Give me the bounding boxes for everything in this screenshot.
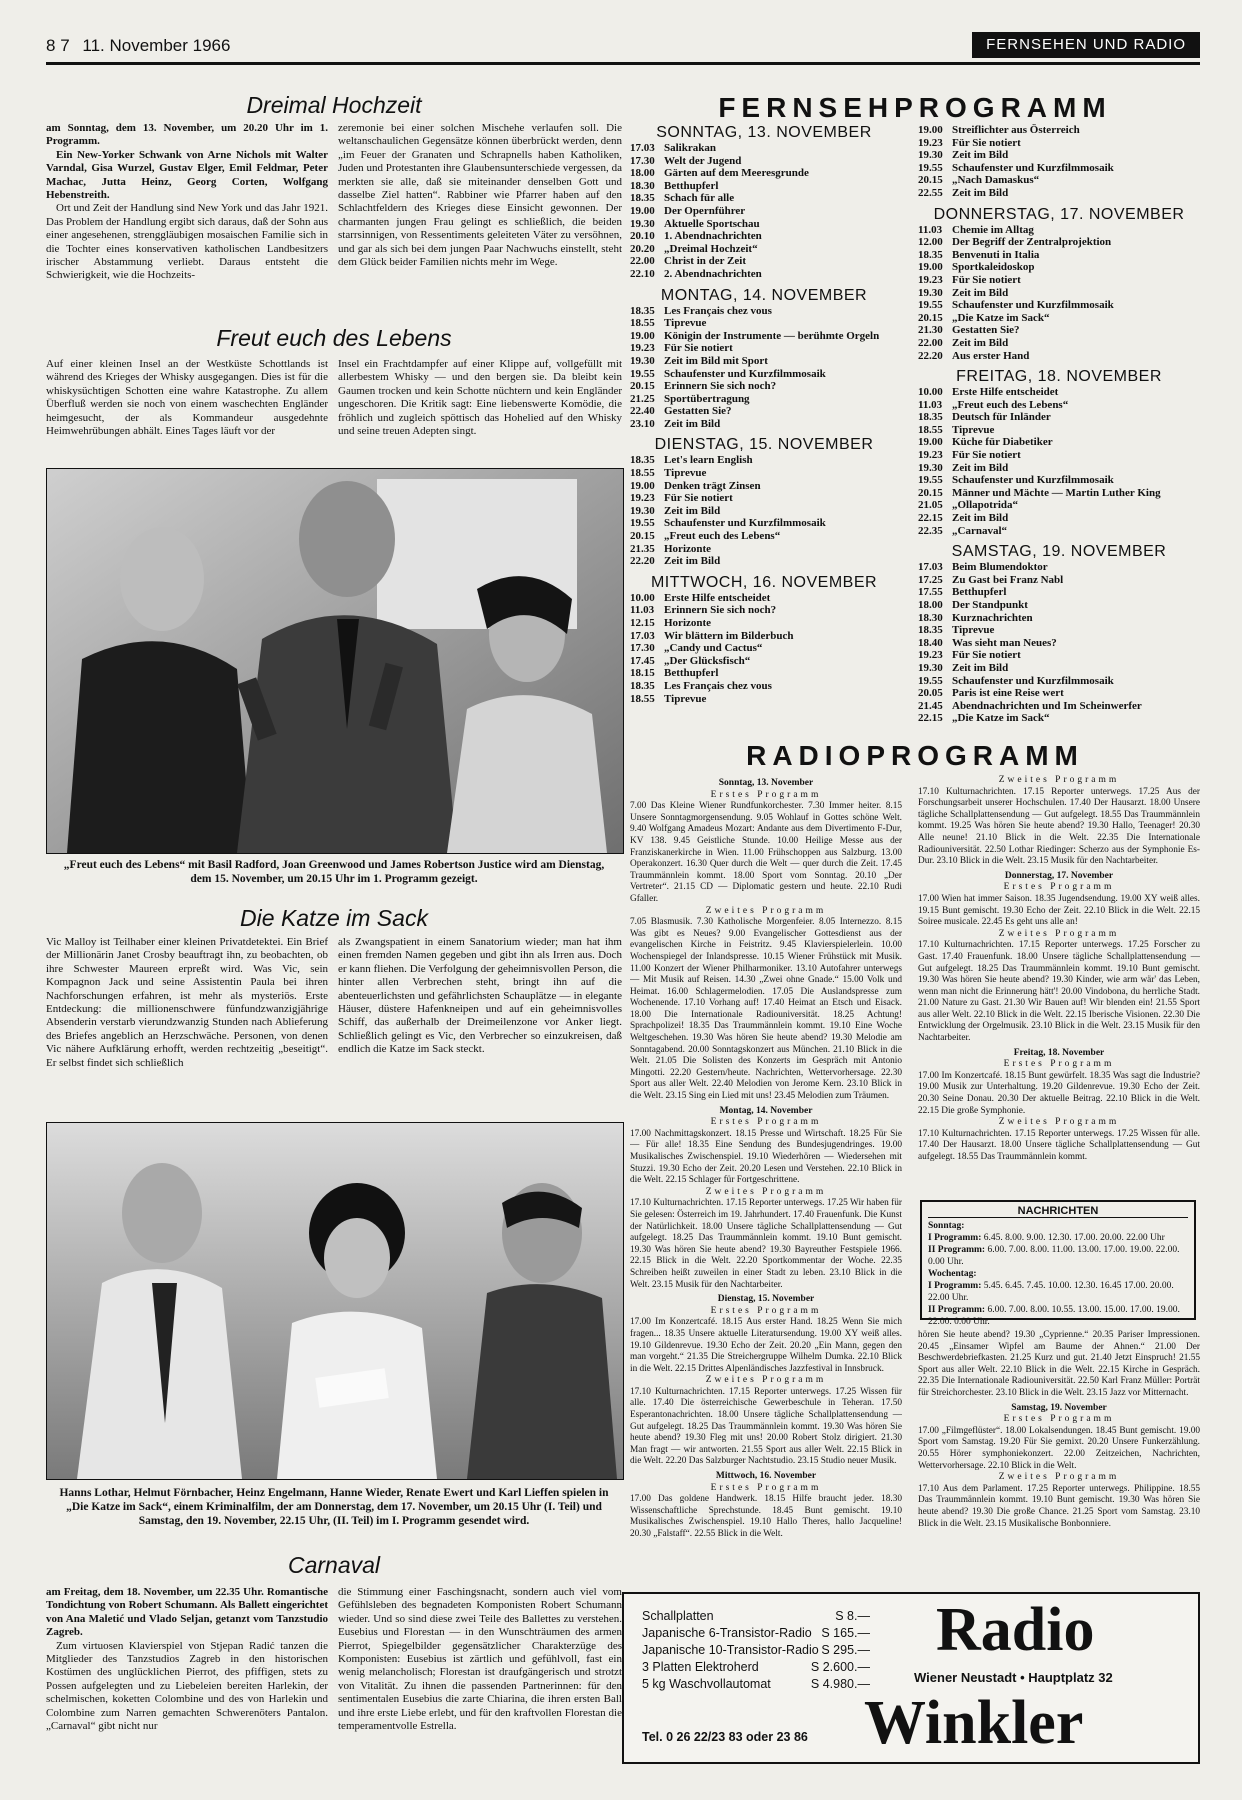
tv-day-monday — [630, 287, 898, 431]
article-title-dreimal-hochzeit: Dreimal Hochzeit — [246, 92, 422, 118]
tv-day-heading: MONTAG, 14. NOVEMBER — [660, 286, 868, 304]
news-row: II Programm: 6.00. 7.00. 8.00. 11.00. 13.00. 17.00. 19.00. 22.00. 0.00 Uhr. — [928, 1245, 1180, 1267]
tv-item: 23.10 Zeit im Bild — [630, 417, 721, 430]
article-paragraph: die Stimmung einer Faschingsnacht, sondern auch viel vom Gefühlsleben des begnadeten Komponisten Robert Schumann wieder. Und so sind diese zwei Teile des Ballettes zu verstehen. Eusebius und Florestan — in den Wunschträumen des armen Pierrot, Spiegelbilder gegensätzlicher Charakterzüge des Komponisten: Eusebius ist zärtlich und gefühlvoll, fast ein wenig melancholisch; Florestan ist draufgängerisch und strotzt von Vitalität. Zu ihnen die passenden Partnerinnen: für den sentimentalen Eusebius die zarte Chiarina, die ihren ersten Ball und ihre erste Liebe erlebt, und für den kraftvollen Florestan die temperamentvolle Estrella. — [338, 1586, 622, 1733]
article-paragraph: Insel ein Frachtdampfer auf einer Klippe auf, vollgefüllt mit allerbestem Whisky — und den bergen sie. Da bleibt kein Gaumen trocken und kein Schotte nüchtern und kein Engländer ungeschoren. Die Kritik sagt: Eine liebenswerte Komödie, die fröhlich und zugleich spöttisch das Hohelied auf den Whisky und seine treuen Adepten singt. — [338, 358, 622, 438]
article-column-3b — [338, 936, 622, 1114]
article-lead: am Sonntag, dem 13. November, um 20.20 Uhr im 1. Programm. — [46, 122, 328, 148]
tv-item: 18.35 Schach für alle — [630, 192, 735, 205]
tv-day-heading: SAMSTAG, 19. NOVEMBER — [951, 543, 1167, 561]
radio-block: Zweites Programm 7.05 Blasmusik. 7.30 Katholische Morgenfeier. 8.05 Internezzo. 8.15 Was gibt es Neues? 9.00 Evangelischer Gottesdienst aus der evangelischen Kirche in Feistritz. 9.45 Klavierspielerlein. 10.00 Wochenspiegel der Inlandspresse. 10.15 Wiener Frühstück mit Musik. 11.00 Konzert der Wiener Philharmoniker. 13.10 Autofahrer unterwegs — Mit Musik auf Reisen. 14.30 „Zwei ohne Gnade.“ 15.00 Volk und Heimat. 16.00 Schlagermelodien. 17.05 Die Auslandspresse zum Wochenende. 17.10 Vorhang auf! 17.40 Heimat an Etsch und Eisack. 18.00 Die Internationale Radiouniversität. 18.25 Achtung! Sprachpolizei! 18.35 Das Traummännlein kommt. 19.10 Eine Woche Weltgeschehen. 19.30 Was hören Sie heute abend? 19.30 Melodie am Sonntagabend. 20.00 Sonntagskonzert aus München. 21.10 Blick in die Welt. 21.05 Die Solisten des Konzerts im Gespräch mit Antonio Mingotti. 22.20 Gestern/heute. Nachrichten, Wettervorhersage. 22.30 Sport aus aller Welt. 22.40 Melodien von Jerome Kern. 23.10 Blick in die Welt. 23.15 Sing ein Lied mit uns! 23.45 Melodien zum Träumen. — [630, 905, 902, 1102]
tv-item: 18.40 Was sieht man Neues? — [918, 636, 1057, 649]
tv-item: 12.00 Der Begriff der Zentralprojektion — [918, 236, 1112, 249]
tv-item: 19.23 Für Sie notiert — [630, 342, 733, 355]
tv-item: 18.55 Tiprevue — [630, 467, 707, 480]
tv-listing — [630, 454, 898, 567]
tv-listing — [630, 305, 898, 431]
photo-katze-im-sack — [46, 1122, 624, 1480]
tv-item: 19.30 Zeit im Bild — [918, 149, 1009, 162]
issue-date: 11. November 1966 — [82, 36, 231, 55]
tv-item: 10.00 Erste Hilfe entscheidet — [918, 386, 1059, 399]
tv-item: 20.15 Männer und Mächte — Martin Luther King — [918, 486, 1161, 499]
tv-item: 18.00 Der Standpunkt — [918, 599, 1028, 611]
radio-block: Mittwoch, 16. November Erstes Programm 17.00 Das goldene Handwerk. 18.15 Hilfe braucht jeder. 18.30 Wissenschaftliche Sprechstunde. 18.45 Bunt gemischt. 19.10 Musikalisches Zwischenspiel. 19.10 Hallo Theres, hallo Jacqueline! 20.30 „Falstaff“. 22.55 Blick in die Welt. — [630, 1471, 902, 1539]
tv-item: 17.30 Welt der Jugend — [630, 154, 742, 167]
tv-item: 17.55 Betthupferl — [918, 586, 1007, 599]
tv-item: 22.00 Christ in der Zeit — [630, 255, 746, 268]
tv-column-right — [918, 124, 1200, 725]
radio-program-title: RADIOPROGRAMM — [746, 740, 1084, 771]
tv-item: 19.30 Zeit im Bild mit Sport — [630, 354, 768, 367]
article-title-carnaval: Carnaval — [287, 1552, 381, 1578]
tv-item: 19.23 Für Sie notiert — [630, 492, 733, 505]
news-row: I Programm: 6.45. 8.00. 9.00. 12.30. 17.00. 20.00. 22.00 Uhr — [928, 1233, 1165, 1243]
tv-item: 22.10 2. Abendnachrichten — [630, 267, 762, 280]
tv-item: 21.25 Sportübertragung — [630, 392, 750, 405]
tv-item: 17.25 Zu Gast bei Franz Nabl — [918, 573, 1064, 586]
tv-item: 19.30 Zeit im Bild — [630, 504, 721, 517]
tv-item: 18.35 Tiprevue — [918, 624, 995, 637]
header-rule — [46, 62, 1200, 65]
ad-price-row: 5 kg Waschvollautomat S 4.980.— — [642, 1677, 870, 1691]
tv-item: 22.40 Gestatten Sie? — [630, 405, 732, 418]
tv-item: 21.05 „Ollapotrida“ — [918, 499, 1019, 512]
article-column-4b — [338, 1586, 622, 1770]
tv-day-tuesday — [630, 436, 898, 567]
tv-item: 19.00 Streiflichter aus Österreich — [918, 124, 1080, 136]
ad-price-row: 3 Platten Elektroherd S 2.600.— — [642, 1660, 870, 1674]
article-paragraph: Zum virtuosen Klavierspiel von Stjepan Radić tanzen die Mitglieder des Tanzstudios Zagreb in den historischen Kostümen des unglücklichen Pierrot, des pfiffigen, stets zu Possen aufgelegten und zu Liebeleien bereiten Harlekin, der schelmischen, koketten Colombine und des von Harlekin und Colombine zum Narren gemachten Schwerenöters Pantalon. „Carnaval“ gibt nicht nur — [46, 1639, 328, 1733]
radio-column-right — [918, 775, 1200, 1185]
ad-brand-winkler: Winkler — [864, 1689, 1084, 1757]
article-paragraph: Auf einer kleinen Insel an der Westküste Schottlands ist während des Krieges der Whisky ausgegangen. Dies ist für die whiskysüchtigen Schotten eine wahre Katastrophe. Zu allem Überfluß werden sie noch von einem waschechten Engländer heimgesucht, der als Kommandeur ausgedehnte Heimwehrübungen abhält. Eines Tages läuft vor der — [46, 358, 328, 438]
article-title-katze-im-sack: Die Katze im Sack — [240, 905, 428, 931]
radio-block: Zweites Programm 17.10 Kulturnachrichten. 17.15 Reporter unterwegs. 17.25 Wissen für alle. 17.40 Die österreichische Gewerbeschule in Teheran. 17.50 Esperantonachrichten. 18.00 Unsere tägliche Schallplattensendung — Gut aufgelegt. 18.25 Das Traummännlein kommt. 19.30 Was hören Sie heute abend? 19.30 Fleg mit uns! 20.00 Robert Stolz dirigiert. 21.30 Man fragt — wir antworten. 21.55 Sport aus aller Welt. 22.15 Blick in die Welt. 22.20 Das Salzburger Nachtstudio. 23.15 Studio neuer Musik. — [630, 1375, 902, 1467]
ad-address: Wiener Neustadt • Hauptplatz 32 — [914, 1670, 1113, 1685]
tv-item: 18.35 Deutsch für Inländer — [918, 411, 1051, 424]
tv-item: 18.55 Tiprevue — [918, 423, 995, 436]
tv-day-heading: DIENSTAG, 15. NOVEMBER — [654, 436, 874, 454]
tv-day-thursday — [918, 206, 1200, 363]
article-column-4a — [46, 1586, 328, 1770]
tv-item: 21.45 Abendnachrichten und Im Scheinwerfer — [918, 699, 1142, 712]
page-number-right: 7 — [60, 36, 70, 55]
tv-day-heading: MITTWOCH, 16. NOVEMBER — [650, 573, 878, 591]
tv-item: 21.35 Horizonte — [630, 542, 712, 555]
tv-listing — [918, 561, 1200, 725]
tv-item: 19.55 Schaufenster und Kurzfilmmosaik — [918, 161, 1114, 174]
article-paragraph: Vic Malloy ist Teilhaber einer kleinen Privatdetektei. Ein Brief der Millionärin Janet Crosby beauftragt ihn, zu beobachten, ob ihre Schwester Maureen erpreßt wird. Was Vic, sein Kompagnon Jack und seine Assistentin Paula bei ihren Nachforschungen erfahren, ist mehr als mysteriös. Erste Entdeckung: die millionenschwere fünfundzwanzigjährige Absenderin verstarb vierundzwanzig Stunden nach Ablieferung des Briefes angeblich an Herzschwäche. Personen, von denen Vic nähere Aufklärung erhofft, werden rechtzeitig „beseitigt“. Er selbst findet sich schließlich — [46, 936, 328, 1069]
advertisement-radio-winkler — [622, 1592, 1200, 1764]
photo-caption: „Freut euch des Lebens“ mit Basil Radford, Joan Greenwood und James Robertson Justice wird am Dienstag, dem 15. November, um 20.15 Uhr im 1. Programm gezeigt. — [63, 859, 605, 885]
tv-item: 19.23 Für Sie notiert — [918, 136, 1021, 149]
radio-block: hören Sie heute abend? 19.30 „Cyprienne.“ 20.35 Pariser Impressionen. 20.45 „Einsamer Wipfel am Baume der Ahnen.“ 21.00 Der Beschwerdebriefkasten. 21.25 Kurz und gut. 21.40 Jetzt Einspruch! 21.55 Sport aus aller Welt. 22.10 Blick in die Welt. 22.15 Kirche in Gespräch. 22.35 Die Internationale Radiouniversität. 22.50 Karl Franz Müller: Porträt für Streichorchester. 23.10 Blick in die Welt. 23.15 Jazz vor Mitternacht. — [918, 1330, 1200, 1398]
tv-item: 19.00 Der Opernführer — [630, 204, 746, 217]
tv-listing — [630, 142, 898, 281]
news-row: Wochentag: — [928, 1269, 977, 1279]
section-tag: FERNSEHEN UND RADIO — [972, 32, 1200, 58]
tv-item: 19.55 Schaufenster und Kurzfilmmosaik — [630, 517, 826, 530]
radio-block: Zweites Programm 17.10 Kulturnachrichten. 17.15 Reporter unterwegs. 17.25 Forscher zu Gast. 17.40 Frauenfunk. 18.00 Unsere tägliche Schallplattensendung — Gut aufgelegt. 18.25 Das Traummännlein kommt. 19.10 Bunt gemischt. 19.30 Was hören Sie heute abend? 19.30 Kinder, wie arm wär' das Leben, wenn man nicht die Erinnerung hätt'! 20.00 Vindobona, du herrliche Stadt. 21.00 Nature zu Gast. 21.30 Wir Bauen auf! Wir blenden ein! 21.55 Sport aus aller Welt. 22.10 Blick in die Welt. 22.15 Iberische Visionen. 22.30 Die Entwicklung der Orgelmusik. 23.10 Blick in die Welt. 23.15 Musik für den Nachtarbeiter. — [918, 928, 1200, 1044]
radio-column-right-lower — [918, 1330, 1200, 1540]
tv-day-wednesday — [630, 574, 898, 705]
tv-item: 19.23 Für Sie notiert — [918, 273, 1021, 286]
tv-item: 20.20 „Dreimal Hochzeit“ — [630, 242, 758, 255]
tv-item: 20.15 „Freut euch des Lebens“ — [630, 530, 781, 543]
news-row: I Programm: 5.45. 6.45. 7.45. 10.00. 12.30. 16.45 17.00. 20.00. 22.00 Uhr. — [928, 1281, 1174, 1303]
news-row: II Programm: 6.00. 7.00. 8.00. 10.55. 13.00. 15.00. 17.00. 19.00. 22.00. 0.00 Uhr. — [928, 1305, 1180, 1327]
radio-block: Freitag, 18. November Erstes Programm 17.00 Im Konzertcafé. 18.15 Bunt gewürfelt. 18.35 Was sagt die Industrie? 19.00 Musik zur Unterhaltung. 19.20 Gildenrevue. 19.30 Echo der Zeit. 20.30 Seine Donau. 20.30 Der aktuelle Beitrag. 22.10 Blick in die Welt. 22.15 Die große Symphonie. — [918, 1047, 1200, 1116]
ad-price-row: Schallplatten S 8.— — [642, 1609, 870, 1623]
news-box-title: NACHRICHTEN — [928, 1205, 1188, 1218]
tv-item: 17.45 „Der Glücksfisch“ — [630, 654, 751, 667]
radio-block: Zweites Programm 17.10 Kulturnachrichten. 17.15 Reporter unterwegs. 17.25 Wir haben für Sie gelesen: Österreich im 19. Jahrhundert. 17.40 Frauenfunk. Die Kunst der Natürlichkeit. 18.00 Unsere tägliche Schallplattensendung — Gut aufgelegt. 18.25 Das Traummännlein kommt. 19.10 Bunt gemischt. 19.30 Was hören Sie heute abend? 19.30 Bayreuther Festspiele 1966. 22.15 Blick in die Welt. 22.20 Sportkommentar der Woche. 22.35 Schreiben heißt zuweilen in einer Stadt zu leben. 23.10 Blick in die Welt. 23.15 Musik für den Nachtarbeiter. — [630, 1186, 902, 1290]
ad-price-row: Japanische 6-Transistor-Radio S 165.— — [642, 1626, 870, 1640]
tv-item: 20.05 Paris ist eine Reise wert — [918, 687, 1064, 700]
tv-day-saturday — [918, 543, 1200, 725]
tv-day-heading: FREITAG, 18. NOVEMBER — [956, 368, 1162, 386]
tv-item: 20.15 „Nach Damaskus“ — [918, 174, 1040, 187]
ad-price-list — [642, 1608, 870, 1693]
tv-item: 22.35 „Carnaval“ — [918, 524, 1007, 537]
tv-item: 22.20 Aus erster Hand — [918, 349, 1030, 362]
tv-item: 19.00 Sportkaleidoskop — [918, 261, 1035, 274]
tv-item: 18.35 Les Français chez vous — [630, 679, 772, 692]
tv-listing — [630, 592, 898, 705]
tv-item: 21.30 Gestatten Sie? — [918, 324, 1020, 337]
page-folio — [46, 36, 230, 56]
news-row: Sonntag: — [928, 1221, 965, 1231]
tv-item: 18.35 Let's learn English — [630, 454, 753, 467]
tv-day-heading: SONNTAG, 13. NOVEMBER — [656, 124, 872, 141]
tv-item: 18.55 Tiprevue — [630, 317, 707, 330]
tv-listing — [918, 224, 1200, 363]
tv-item: 17.30 „Candy und Cactus“ — [630, 642, 763, 655]
tv-item: 22.15 Zeit im Bild — [918, 512, 1009, 525]
tv-item: 19.55 Schaufenster und Kurzfilmmosaik — [918, 474, 1114, 487]
tv-listing — [918, 124, 1200, 200]
radio-block: Sonntag, 13. November Erstes Programm 7.00 Das Kleine Wiener Rundfunkorchester. 7.30 Immer heiter. 8.15 Unsere Sonntagmorgensendung. 9.05 Wohlauf in Gottes schöne Welt. 9.40 Wolfgang Amadeus Mozart: Andante aus dem Divertimento F-Dur, KV 138. 9.45 Geistliche Stunde. 10.00 Heilige Messe aus der Franziskanerkirche in Wien. 11.00 Frühschoppen aus Salzburg. 13.00 Operakonzert. 16.30 Quer durch die Welt — quer durch die Zeit. 17.45 Traummännlein kommt. 18.00 Sport vom Sonntag. 20.10 „Der Vertreter“. 21.15 CD — Diplomatic gestern und heute. 22.10 Rudi Gfaller. — [630, 778, 902, 904]
tv-item: 19.55 Schaufenster und Kurzfilmmosaik — [630, 367, 826, 380]
tv-item: 18.00 Gärten auf dem Meeresgrunde — [630, 167, 809, 180]
article-column-3a — [46, 936, 328, 1114]
news-box — [920, 1200, 1196, 1327]
tv-item: 19.23 Für Sie notiert — [918, 649, 1021, 662]
ad-price-row: Japanische 10-Transistor-Radio S 295.— — [642, 1643, 870, 1657]
radio-block: Donnerstag, 17. November Erstes Programm 17.00 Wien hat immer Saison. 18.35 Jugendsendung. 19.00 XY weiß alles. 19.15 Bunt gemischt. 19.30 Echo der Zeit. 22.10 Blick in die Welt. 22.15 Soiree musicale. 22.45 Es geht uns alle an! — [918, 870, 1200, 928]
article-cast: Ein New-Yorker Schwank von Arne Nichols mit Walter Varndal, Gisa Wurzel, Gustav Elger, Emil Feldmar, Peter Machac, Jutta Heinz, Georg Corten, Wolfgang Hebenstreith. — [46, 148, 328, 202]
tv-item: 19.55 Schaufenster und Kurzfilmmosaik — [918, 299, 1114, 312]
article-column-2a — [46, 358, 328, 460]
article-column-2b — [338, 358, 622, 460]
radio-block: Zweites Programm 17.10 Kulturnachrichten. 17.15 Reporter unterwegs. 17.25 Aus der Forschungsarbeit unserer Hochschulen. 17.40 Der Hausarzt. 18.00 Unsere tägliche Schallplattensendung — Gut aufgelegt. 18.55 Das Traummännlein kommt. 19.25 Was hören Sie heute abend? 19.30 Hallo, Teenager! 20.30 Alle neune! 21.10 Blick in die Welt. 22.35 Die Internationale Radiouniversität. 22.50 Lothar Riedinger: Scherzo aus der Symphonie Es-Dur. 23.10 Blick in die Welt. 23.15 Musik für den Nachtarbeiter. — [918, 775, 1200, 867]
article-title-freut-euch: Freut euch des Lebens — [216, 325, 452, 351]
tv-item: 10.00 Erste Hilfe entscheidet — [630, 591, 771, 604]
tv-day-wednesday-cont — [918, 124, 1200, 200]
photo-freut-euch-des-lebens — [46, 468, 624, 854]
tv-day-friday — [918, 368, 1200, 537]
tv-item: 18.35 Les Français chez vous — [630, 304, 772, 317]
radio-block: Zweites Programm 17.10 Kulturnachrichten. 17.15 Reporter unterwegs. 17.25 Wissen für alle. 17.40 Der Hausarzt. 18.00 Unsere tägliche Schallplattensendung — Gut aufgelegt. 18.55 Das Traummännlein kommt. — [918, 1117, 1200, 1162]
tv-item: 19.30 Aktuelle Sportschau — [630, 217, 760, 230]
radio-block: Samstag, 19. November Erstes Programm 17.00 „Filmgeflüster“. 18.00 Lokalsendungen. 18.45 Bunt gemischt. 19.00 Sport vom Samstag. 19.20 Für Sie gemixt. 20.20 Unsere Funkerzählung. 20.55 Hörer symphoniekonzert. 22.00 Zeitzeichen, Nachrichten, Wettervorhersage. 22.10 Blick in die Welt. — [918, 1402, 1200, 1471]
article-lead: am Freitag, dem 18. November, um 22.35 Uhr. Romantische Tondichtung von Robert Schumann. Als Ballett eingerichtet von Ana Maletić und Vlado Seljan, getanzt vom Tanzstudio Zagreb. — [46, 1586, 328, 1639]
ad-phone: Tel. 0 26 22/23 83 oder 23 86 — [642, 1730, 808, 1744]
ad-brand-radio: Radio — [936, 1596, 1095, 1664]
tv-item: 18.30 Kurznachrichten — [918, 611, 1033, 624]
tv-item: 17.03 Salikrakan — [630, 142, 716, 154]
article-paragraph: Ort und Zeit der Handlung sind New York und das Jahr 1921. Das Problem der Handlung ergibt sich daraus, daß der Sohn aus einer angesehenen, strenggläubigen mosaischen Familie sich in die Tochter eines konservativen katholischen Landbesitzers irischer Abstammung verliebt. Daraus entsteht die Schwierigkeit, wie die Hochzeits- — [46, 202, 328, 282]
news-box-list — [928, 1220, 1188, 1328]
tv-column-left — [630, 124, 898, 705]
tv-item: 22.20 Zeit im Bild — [630, 555, 721, 568]
tv-item: 22.55 Zeit im Bild — [918, 186, 1009, 199]
radio-block: Zweites Programm 17.10 Aus dem Parlament. 17.25 Reporter unterwegs. Philippine. 18.55 Das Traummännlein kommt. 19.10 Bunt gemischt. 19.30 Was hören Sie heute abend? 19.30 Die große Chance. 21.25 Sport vom Samstag. 23.10 Blick in die Welt. 23.15 Musikalische Bonbonniere. — [918, 1472, 1200, 1529]
photo-caption: Hanns Lothar, Helmut Förnbacher, Heinz Engelmann, Hanne Wieder, Renate Ewert und Karl Lieffen spielen in „Die Katze im Sack“, einem Kriminalfilm, der am Donnerstag, dem 17. November, um 20.15 Uhr (I. Teil) und Samstag, den 19. November, 22.15 Uhr, (II. Teil) im I. Programm gesendet wird. — [59, 1487, 609, 1527]
tv-item: 19.55 Schaufenster und Kurzfilmmosaik — [918, 674, 1114, 687]
tv-item: 18.35 Benvenuti in Italia — [918, 248, 1040, 261]
page-number-left: 8 — [46, 36, 56, 55]
tv-item: 11.03 Chemie im Alltag — [918, 223, 1034, 236]
tv-item: 12.15 Horizonte — [630, 617, 712, 629]
tv-item: 17.03 Beim Blumendoktor — [918, 561, 1048, 574]
tv-day-sunday — [630, 124, 898, 281]
tv-item: 19.23 Für Sie notiert — [918, 449, 1021, 462]
tv-item: 20.10 1. Abendnachrichten — [630, 230, 762, 243]
tv-item: 18.30 Betthupferl — [630, 179, 719, 192]
tv-item: 19.00 Königin der Instrumente — berühmte Orgeln — [630, 329, 880, 342]
radio-block: Dienstag, 15. November Erstes Programm 17.00 Im Konzertcafé. 18.15 Aus erster Hand. 18.25 Wenn Sie mich fragen... 18.35 Unsere aktuelle Literatursendung. 19.00 XY weiß alles. 19.10 Gildenrevue. 19.30 Echo der Zeit. 20.20 „Ein Mann, gegen den man vorgeht.“ 21.35 Die Streichergruppe Wilhelm Dumka. 22.10 Blick in die Welt. 22.15 Drittes Alpenländisches Jazzfestival in Innsbruck. — [630, 1294, 902, 1374]
photo-illustration — [47, 469, 623, 853]
tv-item: 19.30 Zeit im Bild — [918, 661, 1009, 674]
tv-listing — [918, 386, 1200, 537]
tv-program-title: FERNSEHPROGRAMM — [718, 92, 1112, 123]
tv-item: 17.03 Wir blättern im Bilderbuch — [630, 629, 794, 642]
article-paragraph: zeremonie bei einer solchen Mischehe verlaufen soll. Die weltanschaulichen Gegensätze können überbrückt werden, denn „im Feuer der Granaten und Schrapnells haben Katholiken, Juden und Protestanten ihre Glaubensunterschiede vergessen, da merkten sie alle, daß sie miteinander denselben Gott und dasselbe Ziel hatten“. Rabbiner wie Pfarrer haben auf den Schlachtfeldern des Krieges diese Einsicht gewonnen. Der charmanten jungen Frau gelingt es schließlich, die beiden starrsinnigen, von Ressentiments geleiteten Väter zu versöhnen, und gar als sich bei dem jungen Paar Nachwuchs einstellt, steht dem Glück beider Familien nichts mehr im Wege. — [338, 122, 622, 269]
tv-item: 11.03 „Freut euch des Lebens“ — [918, 398, 1069, 411]
tv-item: 20.15 „Die Katze im Sack“ — [918, 311, 1050, 324]
photo-illustration — [47, 1123, 623, 1479]
tv-item: 11.03 Erinnern Sie sich noch? — [630, 604, 777, 617]
tv-item: 22.15 „Die Katze im Sack“ — [918, 712, 1050, 725]
tv-item: 19.00 Denken trägt Zinsen — [630, 479, 761, 492]
tv-item: 18.55 Tiprevue — [630, 692, 707, 705]
article-paragraph: als Zwangspatient in einem Sanatorium wieder; man hat ihm einen fremden Namen gegeben und gibt ihn als Irren aus. Doch er kann fliehen. Die Verfolgung der geheimnisvollen Person, die hinter allen Verbrechen steht, bringt ihn auf die abenteuerlichsten und gefährlichsten Schauplätze — in elegante Häuser, düstere Hafenkneipen und auf ein geheimnisvolles Schiff, das außerhalb der Dreimeilenzone vor Anker liegt. Schließlich gelingt es Vic, den Verbrecher so einzukreisen, daß endlich die Katze im Sack steckt. — [338, 936, 622, 1056]
tv-item: 19.30 Zeit im Bild — [918, 286, 1009, 299]
tv-item: 22.00 Zeit im Bild — [918, 336, 1009, 349]
tv-day-heading: DONNERSTAG, 17. NOVEMBER — [933, 205, 1185, 223]
tv-item: 20.15 Erinnern Sie sich noch? — [630, 380, 777, 393]
tv-item: 19.00 Küche für Diabetiker — [918, 436, 1053, 449]
radio-block: Montag, 14. November Erstes Programm 17.00 Nachmittagskonzert. 18.15 Presse und Wirtschaft. 18.25 Für Sie — Für alle! 18.35 Eine Sendung des Bundesjugendringes. 19.00 Musikalisches Zwischenspiel. 19.10 Wiederhören — Wiedersehen mit Stuzzi. 19.30 Echo der Zeit. 20.20 Lesen und Verstehen. 22.10 Blick in die Welt. 22.15 Schlager für Fortgeschrittene. — [630, 1105, 902, 1186]
tv-item: 19.30 Zeit im Bild — [918, 461, 1009, 474]
tv-item: 18.15 Betthupferl — [630, 667, 719, 680]
